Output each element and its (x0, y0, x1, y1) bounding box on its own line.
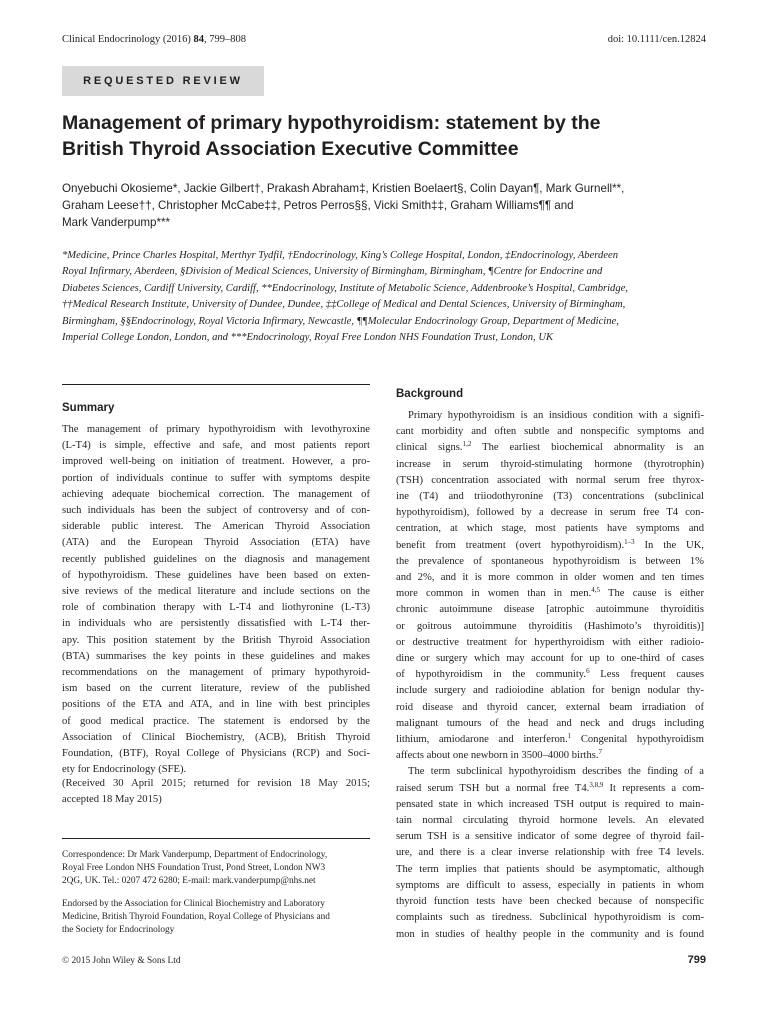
affiliations: *Medicine, Prince Charles Hospital, Merthyr Tydfil, †Endocrinology, King’s College Hospital, London, ‡Endocrinology, Aberdeen Royal Infirmary, Aberdeen, §Division of Medical Sciences, University of Birmingham, Birmingham, ¶Centre for Endocrine and Diabetes Sciences, Cardiff University, Cardiff, **Endocrinology, Institute of Metabolic Science, Addenbrooke’s Hospital, Cambridge, ††Medical Research Institute, University of Dundee, Dundee, ‡‡College of Medical and Dental Sciences, University of Birmingham, Birmingham, §§Endocrinology, Royal Victoria Infirmary, Newcastle, ¶¶Molecular Endocrinology Group, Department of Medicine, Imperial College London, London, and ***Endocrinology, Royal Free London NHS Foundation Trust, London, UK (62, 250, 628, 344)
author-list: Onyebuchi Okosieme*, Jackie Gilbert†, Prakash Abraham‡, Kristien Boelaert§, Colin Dayan¶, Mark Gurnell**, Graham Leese††, Christopher McCabe‡‡, Petros Perros§§, Vicki Smith‡‡, Graham Williams¶¶ and Mark Vanderpump*** (62, 182, 625, 229)
page-number: 799 (687, 954, 706, 966)
endorsement-note: Endorsed by the Association for Clinical Biochemistry and Laboratory Medicine, British Thyroid Foundation, Royal College of Physicians and the Society for Endocrinology (62, 899, 330, 936)
running-head (62, 34, 706, 45)
article-type-badge: REQUESTED REVIEW (62, 66, 264, 96)
background-body: Primary hypothyroidism is an insidious condition with a signifi- cant morbidity and often subtle and nonspecific symptoms and clinical signs.$^{1,2}$ The earliest biochemical abnormality is an increase in serum thyroid-stimulating hormone (thyrotrophin) (TSH) concentration associated with normal serum free thyrox- ine (T4) and triiodothyronine (T3) concentrations (subclinical hypothyroidism), followed by a decrease in serum free T4 con- centration, at which stage, most patients have symptoms and benefit from treatment (overt hypothyroidism).$^{1-3}$ In the UK, the prevalence of spontaneous hypothyroidism is between 1% and 2%, and it is more common in older women and ten times more common in women than in men.$^{4,5}$ The cause is either chronic autoimmune disease [atrophic autoimmune thyroiditis or goitrous autoimmune thyroiditis (Hashimoto’s thyroiditis)] or destructive treatment for hyperthyroidism with either radioio- dine or surgery which may account for up to one-third of cases of hypothyroidism in the community.$^6$ Less frequent causes include surgery and radioiodine ablation for benign nodular thy- roid disease and thyroid cancer, external beam irradiation of malignant tumours of the head and neck and drugs including lithium, amiodarone and interferon.$^1$ Congenital hypothyroidism affects about one newborn in 3500–4000 births.$^7$ The term subclinical hypothyroidism describes the finding of a raised serum TSH but a normal free T4.$^{3,8,9}$ It represents a com- pensated state in which increased TSH output is required to main- tain normal circulating thyroid hormone levels. An elevated serum TSH is a sensitive indicator of some degree of thyroid fail- ure, and there is a clear inverse relationship with free T4 levels. The term implies that patients should be asymptomatic, although symptoms are difficult to assess, especially in patients in whom thyroid function tests have been checked because of nonspecific complaints such as tiredness. Subclinical hypothyroidism is com- mon in studies of healthy people in the community and is found (396, 410, 704, 940)
summary-abstract: The management of primary hypothyroidism with levothyroxine (L-T4) is simple, effective and safe, and most patients report improved well-being on initiation of treatment. However, a pro- portion of individuals continue to suffer with symptoms despite achieving adequate biochemical correction. The management of such individuals has been the subject of controversy and of con- siderable public interest. The American Thyroid Association (ATA) and the European Thyroid Association (ETA) have recently published guidelines on the diagnosis and management of hypothyroidism. These guidelines have been based on exten- sive reviews of the medical literature and include sections on the role of combination therapy with L-T4 and liothyronine (L-T3) in individuals who are persistently dissatisfied with L-T4 ther- apy. This position statement by the British Thyroid Association (BTA) summarises the key points in these guidelines and makes recommendations on the management of primary hypothyroid- ism based on the current literature, review of the published positions of the ETA and ATA, and in line with best principles of good medical practice. The statement is endorsed by the Association of Clinical Biochemistry, (ACB), British Thyroid Foundation, (BTF), Royal College of Physicians (RCP) and Soci- ety for Endocrinology (SFE). (62, 424, 370, 776)
copyright-notice: © 2015 John Wiley & Sons Ltd (62, 956, 181, 966)
doi[interactable]: doi: 10.1111/cen.12824 (607, 34, 706, 45)
correspondence-note: Correspondence: Dr Mark Vanderpump, Department of Endocrinology, Royal Free London NHS Foundation Trust, Pond Street, London NW3 2QG, UK. Tel.: 0207 472 6280; E-mail: mark.vanderpump@nhs.net (62, 850, 328, 887)
correspondence-rule (62, 838, 370, 839)
received-dates: (Received 30 April 2015; returned for revision 18 May 2015; accepted 18 May 2015) (62, 778, 370, 806)
summary-top-rule (62, 384, 370, 385)
journal-citation: Clinical Endocrinology (2016) 84, 799–808 (62, 34, 247, 45)
article-title: Management of primary hypothyroidism: statement by the British Thyroid Association Executive Committee (62, 112, 601, 160)
summary-heading: Summary (62, 402, 115, 414)
background-heading: Background (396, 388, 464, 400)
